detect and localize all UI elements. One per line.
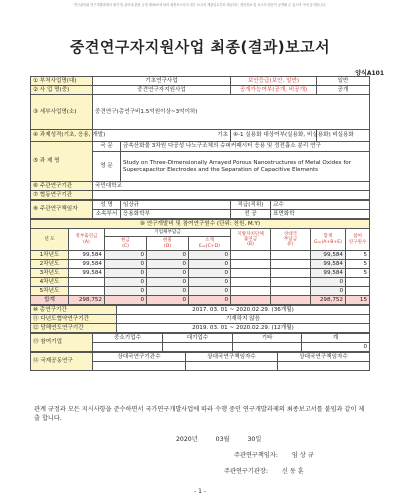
partner-value: [93, 191, 370, 200]
pi-dept-label: 소속부서: [93, 210, 121, 219]
intl-h3: 상대국연구책임자수: [278, 353, 370, 362]
budget-cell-other: [271, 251, 311, 260]
total-period-label: ⑩ 총연구기간: [31, 306, 117, 315]
budget-cell-other: [271, 287, 311, 296]
multi-period-value: 기재하지 않음: [117, 315, 370, 324]
budget-cell-cash: 0: [105, 278, 147, 287]
participants-label: ⑬ 참여기업: [31, 334, 93, 352]
budget-cell-total: 99,584: [311, 269, 346, 278]
budget-cell-kind: 0: [147, 269, 189, 278]
budget-cell-total: 99,584: [311, 260, 346, 269]
budget-cell-staff: [346, 278, 370, 287]
budget-row: [31, 269, 370, 278]
pi-name: 임상규: [121, 201, 231, 210]
budget-cell-total: 99,584: [311, 251, 346, 260]
budget-cell-local: [231, 287, 271, 296]
detail-value: 중견연구(총연구비1.5억원이상~3억이하): [93, 95, 370, 130]
year-header: 년 도: [31, 229, 69, 251]
head-signature: [224, 466, 304, 475]
staff-header: 참여 연구원수: [346, 229, 370, 251]
budget-cell-local: [231, 278, 271, 287]
budget-cell-cash: 0: [105, 296, 147, 305]
budget-cell-other: [271, 296, 311, 305]
local-header: 지방자치단체 출연금 (B): [231, 229, 271, 251]
budget-cell-gov: [69, 287, 105, 296]
budget-cell-kind: 0: [147, 260, 189, 269]
budget-cell-other: [271, 269, 311, 278]
form-number: 양식A101: [355, 70, 384, 77]
head-sign-label: 주관연구기관장:: [224, 468, 268, 475]
budget-year-label: 5차년도: [31, 287, 69, 296]
sum-co-header: 계: [302, 334, 370, 343]
pi-rank: 교수: [271, 201, 370, 210]
budget-cell-sub: 0: [189, 278, 231, 287]
multi-period-label: ⑪ 다년도협약연구기간: [31, 315, 117, 324]
budget-cell-cash: 0: [105, 260, 147, 269]
budget-row: [31, 278, 370, 287]
budget-row: [31, 287, 370, 296]
total-header: 합계 G=(A+B+E): [311, 229, 346, 251]
other-header: 상대국 부담금 (F): [271, 229, 311, 251]
budget-cell-local: [231, 269, 271, 278]
task-kr-value: 금속산화물 3차원 다공성 나노구조체의 슈퍼커패시터 응용 및 정전흡소 분리 연구: [121, 142, 370, 152]
budget-sum-row: [31, 296, 370, 305]
budget-cell-kind: 0: [147, 296, 189, 305]
date-day: 30일: [247, 436, 262, 443]
pi-sign-label: 주관연구책임자:: [234, 452, 278, 459]
budget-cell-gov: 99,584: [69, 251, 105, 260]
budget-cell-total: 0: [311, 278, 346, 287]
other-co-value: [233, 343, 302, 352]
statement-text: 관계 규정과 모든 지시사항을 준수하면서 국가연구개발사업에 따라 수행 중인 연구개발과제의 최종보고서를 붙임과 같이 제출 합니다.: [34, 406, 365, 422]
budget-cell-sub: 0: [189, 251, 231, 260]
budget-cell-local: [231, 260, 271, 269]
budget-year-label: 합계: [31, 296, 69, 305]
gov-header: 정부출연금 (A): [69, 229, 105, 251]
budget-cell-staff: 5: [346, 251, 370, 260]
detail-label: ③ 세부사업명(소): [31, 95, 93, 130]
date-month: 03월: [215, 436, 230, 443]
kind-header: 현물 (D): [147, 237, 189, 251]
ministry-label: ① 부처사업명(대): [31, 77, 93, 86]
budget-cell-staff: 5: [346, 260, 370, 269]
intl-h1: 상대국연구기관수: [93, 353, 186, 362]
pi-name-label: 성 명: [93, 201, 121, 210]
budget-cell-kind: 0: [147, 278, 189, 287]
host-label: ⑥ 주관연구기관: [31, 182, 93, 191]
enterprise-header: 기업체부담금: [105, 229, 231, 237]
pi-table: [30, 200, 370, 219]
period-table: [30, 305, 370, 333]
budget-cell-gov: [69, 278, 105, 287]
task-en-label: 영 문: [93, 152, 121, 182]
budget-row: [31, 260, 370, 269]
budget-year-label: 4차년도: [31, 278, 69, 287]
budget-cell-cash: 0: [105, 287, 147, 296]
budget-cell-sub: 0: [189, 260, 231, 269]
budget-cell-total: 298,752: [311, 296, 346, 305]
practical-value: 비실용화: [317, 130, 370, 142]
intl-v3: [278, 362, 370, 371]
head-sign-name: 신 동 훈: [281, 468, 304, 475]
pi-signature: [234, 450, 314, 459]
budget-year-label: 2차년도: [31, 260, 69, 269]
cash-header: 현금 (C): [105, 237, 147, 251]
budget-cell-kind: 0: [147, 251, 189, 260]
intl-v2: [186, 362, 278, 371]
task-kr-label: 국 문: [93, 142, 121, 152]
other-co-header: 기타: [233, 334, 302, 343]
budget-cell-gov: 99,584: [69, 260, 105, 269]
page-number: - 1 -: [194, 488, 206, 495]
budget-row: [31, 251, 370, 260]
task-label: ⑤ 과 제 명: [31, 142, 93, 182]
submit-date: [176, 434, 261, 443]
budget-cell-other: [271, 260, 311, 269]
budget-cell-sub: 0: [189, 296, 231, 305]
budget-cell-gov: 298,752: [69, 296, 105, 305]
public-label: 공개가능여부(공개, 비공개): [231, 86, 317, 95]
stage-label: ④ 과제성격(기초, 응용, 개발): [31, 130, 93, 142]
security-value: 일반: [317, 77, 370, 86]
sum-co-value: 0: [302, 343, 370, 352]
partner-label: ⑦ 협동연구기관: [31, 191, 93, 200]
project-value: 중견연구자지원사업: [93, 86, 231, 95]
security-label: 보안등급(보안, 일반): [231, 77, 317, 86]
project-label: ② 사 업 명(중): [31, 86, 93, 95]
large-co-header: 대기업수: [163, 334, 233, 343]
public-value: 공개: [317, 86, 370, 95]
budget-cell-total: 0: [311, 287, 346, 296]
budget-cell-staff: 5: [346, 269, 370, 278]
budget-cell-cash: 0: [105, 269, 147, 278]
total-period-value: 2017. 03. 01 ~ 2020.02.29. (36개월): [117, 306, 370, 315]
task-en-value: Study on Three-Dimensionally Arrayed Porous Nanostructures of Metal Oxides for Supercapacitor Electrodes and the Separation of Capacitive Elements: [121, 152, 370, 182]
intl-table: [30, 352, 370, 371]
budget-cell-local: [231, 296, 271, 305]
date-year: 2020년: [176, 436, 198, 443]
budget-cell-kind: 0: [147, 287, 189, 296]
budget-cell-staff: [346, 287, 370, 296]
budget-title: ⑨ 연구개발비 및 참여연구원수 (단위: 천원, M.Y): [31, 220, 370, 229]
budget-cell-local: [231, 251, 271, 260]
pi-major-label: 전 공: [231, 210, 271, 219]
ministry-value: 기초연구사업: [93, 77, 231, 86]
budget-cell-sub: 0: [189, 287, 231, 296]
budget-year-label: 3차년도: [31, 269, 69, 278]
pi-label: ⑧ 주관연구책임자: [31, 201, 93, 219]
budget-table: [30, 219, 370, 305]
budget-cell-cash: 0: [105, 251, 147, 260]
stage-value: 기초: [93, 130, 231, 142]
budget-cell-staff: 15: [346, 296, 370, 305]
intl-h2: 상대국연구책임자수: [186, 353, 278, 362]
budget-year-label: 1차년도: [31, 251, 69, 260]
info-table: [30, 76, 370, 200]
current-period-label: ⑫ 당해연도연구기간: [31, 324, 117, 333]
subtotal-header: 소계 E=(C+D): [189, 237, 231, 251]
pi-dept: 응용화학부: [121, 210, 231, 219]
participant-table: [30, 333, 370, 352]
page-title: 중견연구자지원사업 최종(결과)보고서: [69, 38, 331, 56]
budget-cell-other: [271, 278, 311, 287]
report-form: [30, 76, 369, 371]
intl-label: ⑭ 국제공동연구: [31, 353, 93, 371]
intl-v1: [93, 362, 186, 371]
current-period-value: 2019. 03. 01 ~ 2020.02.29. (12개월): [117, 324, 370, 333]
large-co-value: [163, 343, 233, 352]
pi-rank-label: 직급(직위): [231, 201, 271, 210]
budget-cell-gov: 99,584: [69, 269, 105, 278]
budget-cell-sub: 0: [189, 269, 231, 278]
pi-sign-name: 임 상 규: [291, 452, 314, 459]
pi-major: 표면화학: [271, 210, 370, 219]
top-notice: 연구관리와 연구개발과제의 평가 및 관리에 관한 규정 제30조에 따라 최종보고서의 경우 보고서 제출일로부터 제공되는 개인정보 및 보고서 원문이 공개될 수 있으며 이에 동의합니다.: [73, 3, 327, 7]
practical-label: ④-1 실용화 대상여부(실용화, 비실용화): [231, 130, 317, 142]
small-co-header: 중소기업수: [93, 334, 163, 343]
small-co-value: [93, 343, 163, 352]
host-value: 국민대학교: [93, 182, 370, 191]
